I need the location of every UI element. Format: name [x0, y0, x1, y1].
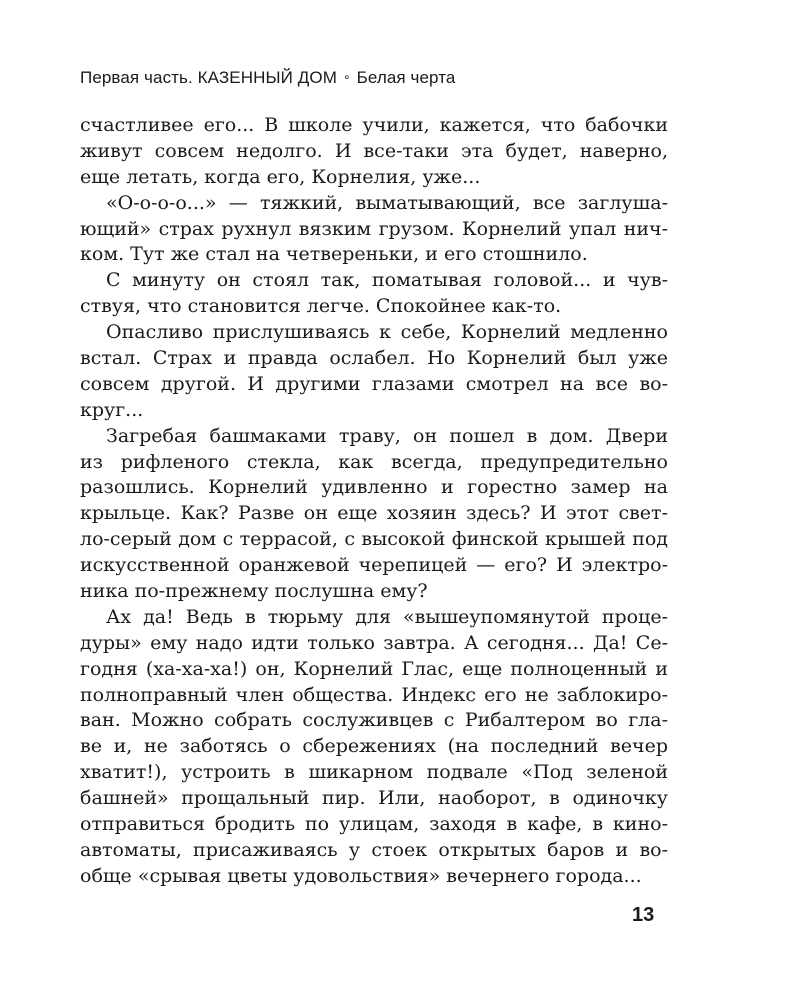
text-line: искусственной оранжевой черепицей — его? И электро-: [80, 554, 668, 577]
text-line: разошлись. Корнелий удивленно и горестно замер на: [80, 476, 668, 499]
text-line: ющий» страх рухнул вязким грузом. Корнелий упал нич-: [80, 217, 668, 240]
text-line: С минуту он стоял так, поматывая головой... и чув-: [106, 269, 668, 292]
text-line: Опасливо прислушиваясь к себе, Корнелий медленно: [106, 321, 668, 344]
text-line: годня (ха-ха-ха!) он, Корнелий Глас, еще полноценный и: [80, 657, 668, 680]
text-line: башней» прощальный пир. Или, наоборот, в одиночку: [80, 787, 668, 810]
text-line: Загребая башмаками траву, он пошел в дом. Двери: [106, 424, 668, 447]
text-line: обще «срывая цветы удовольствия» вечернего города...: [80, 864, 642, 887]
text-line: отправиться бродить по улицам, заходя в кафе, в кино-: [80, 813, 668, 836]
text-line: из рифленого стекла, как всегда, предупредительно: [80, 450, 668, 473]
text-line: полноправный член общества. Индекс его не заблокиро-: [80, 683, 668, 706]
text-line: еще летать, когда его, Корнелия, уже...: [80, 165, 481, 188]
header-chapter-title: Белая черта: [356, 68, 456, 87]
text-line: ствуя, что становится легче. Спокойнее как-то.: [80, 295, 562, 318]
header-separator-icon: ∘: [342, 70, 351, 84]
text-line: Ах да! Ведь в тюрьму для «вышеупомянутой проце-: [106, 605, 668, 628]
text-line: ника по-прежнему послушна ему?: [80, 580, 428, 603]
text-line: круг...: [80, 398, 144, 421]
text-line: дуры» ему надо идти только завтра. А сегодня... Да! Се-: [80, 631, 668, 654]
text-line: крыльце. Как? Разве он еще хозяин здесь? И этот свет-: [80, 502, 668, 525]
text-line: счастливее его... В школе учили, кажется, что бабочки: [80, 114, 668, 136]
text-line: совсем другой. И другими глазами смотрел на все во-: [80, 372, 668, 395]
text-line: хватит!), устроить в шикарном подвале «Под зеленой: [80, 761, 668, 784]
text-line: встал. Страх и правда ослабел. Но Корнелий был уже: [80, 347, 668, 370]
text-line: живут совсем недолго. И все-таки эта будет, наверно,: [80, 139, 668, 162]
text-line: ло-серый дом с террасой, с высокой финской крышей под: [80, 528, 668, 551]
header-part-title: Первая часть. КАЗЕННЫЙ ДОМ: [80, 68, 337, 87]
text-line: «О-о-о-о...» — тяжкий, выматывающий, все заглуша-: [106, 191, 668, 214]
text-line: ком. Тут же стал на четвереньки, и его стошнило.: [80, 243, 588, 266]
text-line: ве и, не заботясь о сбережениях (на последний вечер: [80, 735, 668, 758]
body-text: [80, 113, 668, 890]
page-number: 13: [632, 904, 655, 926]
running-header: [80, 68, 455, 88]
text-line: ван. Можно собрать сослуживцев с Рибалтером во гла-: [80, 709, 668, 732]
text-line: автоматы, присаживаясь у стоек открытых баров и во-: [80, 838, 668, 861]
